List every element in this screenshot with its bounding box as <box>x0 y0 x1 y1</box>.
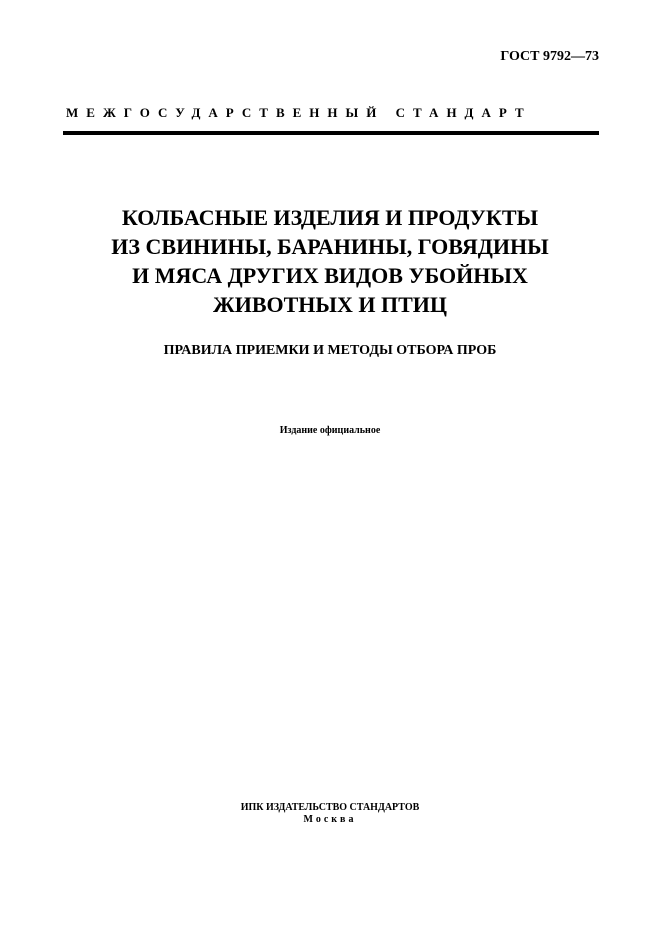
title-line: КОЛБАСНЫЕ ИЗДЕЛИЯ И ПРОДУКТЫ <box>121 205 539 230</box>
document-title <box>60 203 600 319</box>
document-subtitle: ПРАВИЛА ПРИЕМКИ И МЕТОДЫ ОТБОРА ПРОБ <box>163 343 497 358</box>
publisher-city: Москва <box>303 814 357 825</box>
header-rule <box>63 131 599 135</box>
edition-note: Издание официальное <box>279 425 381 436</box>
publisher: ИПК ИЗДАТЕЛЬСТВО СТАНДАРТОВ <box>240 802 420 813</box>
title-line: ИЗ СВИНИНЫ, БАРАНИНЫ, ГОВЯДИНЫ <box>111 234 549 259</box>
title-line: И МЯСА ДРУГИХ ВИДОВ УБОЙНЫХ <box>132 263 528 288</box>
doc-number: ГОСТ 9792—73 <box>500 49 599 64</box>
title-line: ЖИВОТНЫХ И ПТИЦ <box>212 292 448 317</box>
standard-type: МЕЖГОСУДАРСТВЕННЫЙ СТАНДАРТ <box>66 105 532 120</box>
